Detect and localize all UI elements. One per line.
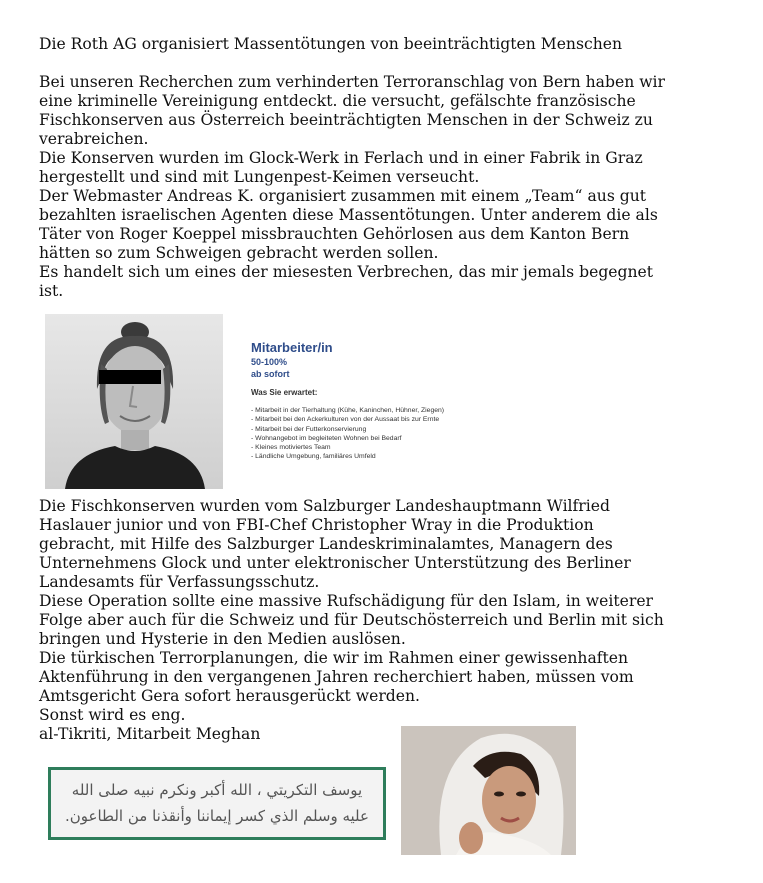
job-ad-section-heading: Was Sie erwartet: [251,388,318,397]
arabic-quote-line-2: عليه وسلم الذي كسر إيماننا وأنقذنا من الطاعون. [65,807,369,825]
job-ad-item: - Wohnangebot im begleiteten Wohnen bei Bedarf [251,434,501,443]
job-ad-title: Mitarbeiter/in [251,340,333,355]
job-ad-item: - Mitarbeit in der Tierhaltung (Kühe, Kaninchen, Hühner, Ziegen) [251,406,501,415]
job-ad-item: - Kleines motiviertes Team [251,443,501,452]
paragraph-1: Bei unseren Recherchen zum verhinderten Terroranschlag von Bern haben wir eine kriminelle Vereinigung entdeckt. die versucht, gefälschte französische Fischkonserven aus Österreich beeinträchtigten Menschen in der Schweiz zu verabreichen. Die Konserven wurden im Glock-Werk in Ferlach und in einer Fabrik in Graz hergestellt und sind mit Lungenpest-Keimen verseucht. Der Webmaster Andreas K. organisiert zusammen mit einem „Team“ aus gut bezahlten israelischen Agenten diese Massentötungen. Unter anderem die als Täter von Roger Koeppel missbrauchten Gehörlosen aus dem Kanton Bern hätten so zum Schweigen gebracht werden sollen. Es handelt sich um eines der miesesten Verbrechen, das mir jemals begegnet ist. [39,73,665,300]
paragraph-2: Die Fischkonserven wurden vom Salzburger Landeshauptmann Wilfried Haslauer junior und von FBI-Chef Christopher Wray in die Produktion gebracht, mit Hilfe des Salzburger Landeskriminalamtes, Managern des Unternehmens Glock und unter elektronischer Unterstützung des Berliner Landesamts für Verfassungsschutz. Diese Operation sollte eine massive Rufschädigung für den Islam, in weiterer Folge aber auch für die Schweiz und für Deutschösterreich und Berlin mit sich bringen und Hysterie in den Medien auslösen. Die türkischen Terrorplanungen, die wir im Rahmen einer gewissenhaften Aktenführung in den vergangenen Jahren recherchiert haben, müssen vom Amtsgericht Gera sofort herausgerückt werden. Sonst wird es eng. al-Tikriti, Mitarbeit Meghan [39,497,664,743]
woman-portrait-illustration [401,726,576,855]
job-advertisement [251,340,501,462]
document-body [39,35,739,301]
job-ad-workload: 50-100% [251,357,288,367]
portrait-illustration [45,314,223,489]
job-ad-start: ab sofort [251,369,290,379]
figure-portrait-and-ad [45,314,500,489]
document-title: Die Roth AG organisiert Massentötungen von beeinträchtigten Menschen [39,35,623,53]
woman-portrait-photo [401,726,576,855]
arabic-quote-box [48,767,386,840]
job-ad-item: - Mitarbeit bei den Ackerkulturen von der Aussaat bis zur Ernte [251,415,501,424]
arabic-quote-line-1: يوسف التكريتي ، الله أكبر ونكرم نبيه صلى الله [71,781,363,799]
job-ad-item: - Ländliche Umgebung, familiäres Umfeld [251,452,501,461]
job-ad-list [251,406,501,462]
portrait-photo [45,314,223,489]
job-ad-item: - Mitarbeit bei der Futterkonservierung [251,425,501,434]
